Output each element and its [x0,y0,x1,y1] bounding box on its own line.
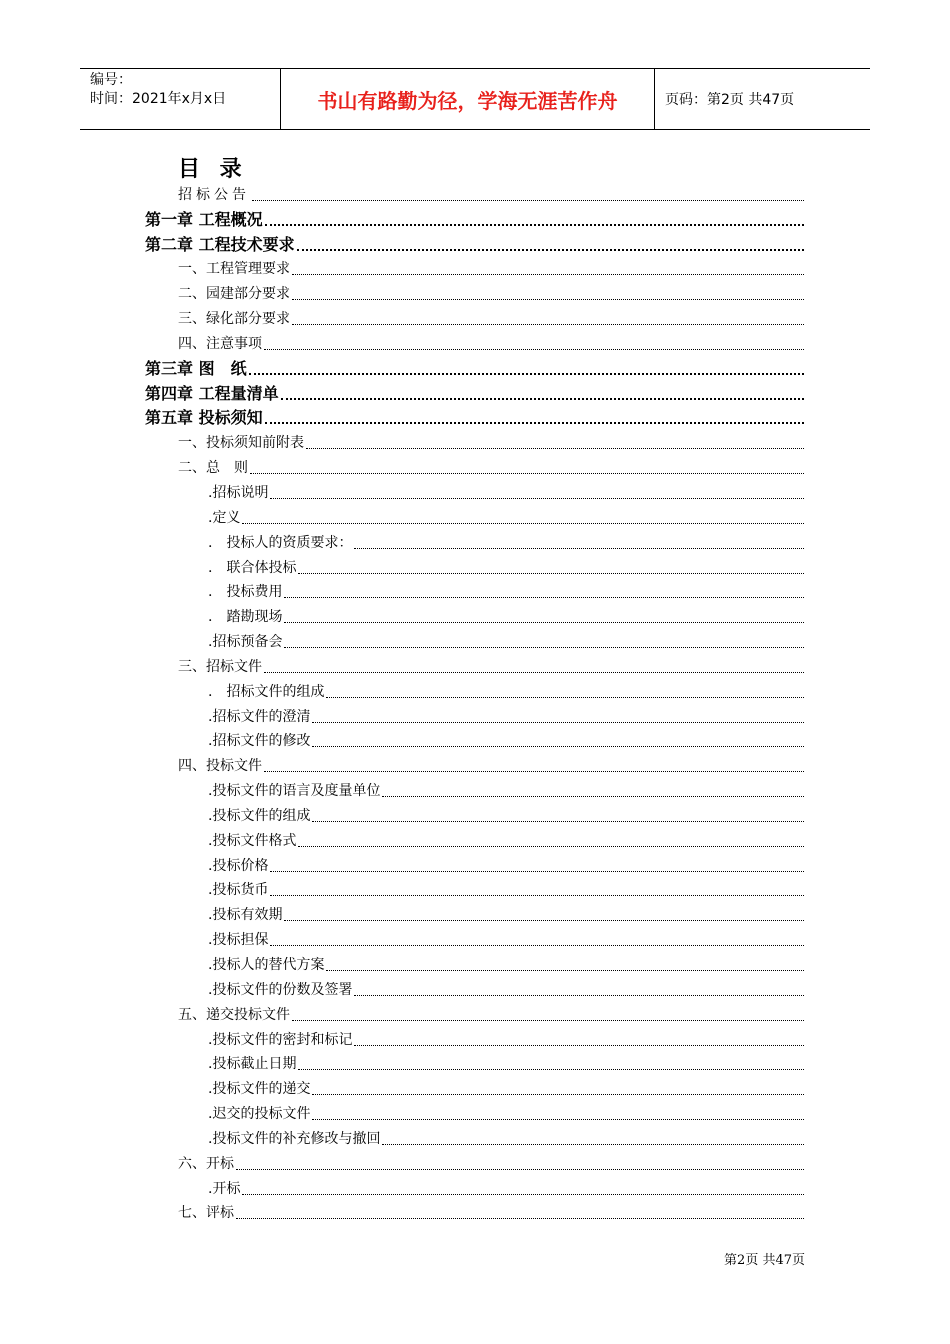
toc-entry[interactable] [208,901,804,926]
toc-entry[interactable] [178,454,804,479]
toc-dot-leader [354,995,804,996]
toc-dot-leader [242,523,804,524]
toc-entry[interactable] [208,603,804,628]
toc-entry[interactable] [208,579,804,604]
toc-entry-label: . 踏勘现场 [208,609,283,626]
toc-entry[interactable] [178,256,804,281]
toc-entry[interactable] [208,852,804,877]
toc-entry-label: .投标货币 [208,882,269,899]
toc-entry[interactable] [178,305,804,330]
toc-entry-label: 五、递交投标文件 [178,1006,290,1023]
toc-dot-leader [292,299,804,300]
toc-entry-label: . 投标费用 [208,584,283,601]
toc-entry[interactable] [208,1026,804,1051]
toc-dot-leader [242,1194,804,1195]
toc-entry[interactable] [208,1075,804,1100]
toc-entry[interactable] [178,1150,804,1175]
toc-chapter-entry[interactable] [145,206,804,231]
toc-entry-label: .招标文件的修改 [208,733,311,750]
toc-dot-leader [284,622,804,623]
toc-entry-label: 七、评标 [178,1205,234,1222]
toc-entry-label: .投标有效期 [208,907,283,924]
toc-dot-leader [292,274,804,275]
toc-entry-label: .招标预备会 [208,634,283,651]
toc-entry[interactable] [178,280,804,305]
toc-entry[interactable] [208,976,804,1001]
toc-entry-label: .投标文件格式 [208,832,297,849]
toc-dot-leader [252,200,804,201]
toc-dot-leader [250,473,804,474]
toc-entry-label: 四、投标文件 [178,758,262,775]
toc-dot-leader [265,224,804,226]
table-of-contents [0,181,950,1224]
toc-entry[interactable] [178,181,804,206]
header-page-number: 页码：第2页 共47页 [665,92,795,108]
toc-entry-label: .招标说明 [208,484,269,501]
toc-entry[interactable] [208,529,804,554]
toc-dot-leader [297,249,804,251]
page-footer: 第2页 共47页 [724,1253,805,1268]
toc-entry-label: 三、招标文件 [178,658,262,675]
toc-dot-leader [236,1218,804,1219]
toc-entry-label: 第四章 工程量清单 [145,383,279,403]
toc-title: 目 录 [178,157,248,182]
toc-dot-leader [312,746,804,747]
toc-dot-leader [312,722,804,723]
toc-entry-label: 二、园建部分要求 [178,286,290,303]
toc-entry-label: 六、开标 [178,1155,234,1172]
toc-dot-leader [354,548,804,549]
toc-dot-leader [284,597,804,598]
toc-dot-leader [298,1069,804,1070]
toc-entry[interactable] [208,703,804,728]
toc-dot-leader [270,945,804,946]
toc-entry-label: .投标担保 [208,932,269,949]
toc-entry-label: .招标文件的澄清 [208,708,311,725]
toc-entry[interactable] [208,504,804,529]
header-motto: 书山有路勤为径，学海无涯苦作舟 [280,69,655,129]
toc-chapter-entry[interactable] [145,405,804,430]
toc-entry[interactable] [208,777,804,802]
toc-dot-leader [284,920,804,921]
toc-dot-leader [298,573,804,574]
document-time-label: 时间：2021年x月x日 [90,91,227,107]
toc-entry[interactable] [208,1175,804,1200]
toc-entry[interactable] [178,1001,804,1026]
toc-entry[interactable] [178,429,804,454]
toc-entry-label: 招标公告 [178,186,250,203]
toc-entry-label: .投标文件的份数及签署 [208,981,353,998]
toc-entry-label: .投标截止日期 [208,1056,297,1073]
toc-dot-leader [306,448,804,449]
toc-dot-leader [292,324,804,325]
toc-entry-label: .迟交的投标文件 [208,1106,311,1123]
toc-dot-leader [382,1144,804,1145]
toc-entry[interactable] [208,554,804,579]
toc-entry[interactable] [208,1125,804,1150]
toc-entry-label: .定义 [208,509,241,526]
toc-dot-leader [326,697,804,698]
toc-entry[interactable] [178,330,804,355]
toc-entry-label: 一、工程管理要求 [178,261,290,278]
toc-entry[interactable] [208,628,804,653]
toc-dot-leader [281,398,804,400]
toc-entry-label: . 投标人的资质要求： [208,534,353,551]
toc-dot-leader [249,373,804,375]
toc-dot-leader [312,1119,804,1120]
toc-entry-label: 一、投标须知前附表 [178,435,304,452]
toc-entry-label: 第二章 工程技术要求 [145,234,295,254]
toc-dot-leader [270,871,804,872]
toc-dot-leader [284,647,804,648]
toc-entry-label: . 联合体投标 [208,559,297,576]
toc-dot-leader [292,1020,804,1021]
toc-entry-label: .投标文件的补充修改与撤回 [208,1130,381,1147]
page-header [80,68,870,130]
toc-dot-leader [312,1094,804,1095]
toc-entry-label: 第五章 投标须知 [145,408,263,428]
toc-entry-label: 四、注意事项 [178,335,262,352]
toc-dot-leader [265,422,804,424]
toc-entry[interactable] [208,678,804,703]
toc-entry-label: 第一章 工程概况 [145,209,263,229]
toc-dot-leader [326,970,804,971]
toc-dot-leader [264,349,804,350]
header-info [80,69,280,129]
toc-chapter-entry[interactable] [145,380,804,405]
toc-dot-leader [312,821,804,822]
toc-entry-label: .投标价格 [208,857,269,874]
toc-entry[interactable] [208,479,804,504]
toc-dot-leader [264,771,804,772]
toc-entry-label: .投标文件的语言及度量单位 [208,783,381,800]
toc-entry-label: .投标文件的递交 [208,1081,311,1098]
toc-entry-label: .投标人的替代方案 [208,957,325,973]
document-number-label: 编号： [90,72,132,88]
toc-entry-label: .开标 [208,1180,241,1197]
toc-entry[interactable] [208,728,804,753]
toc-entry[interactable] [208,1100,804,1125]
toc-entry[interactable] [208,926,804,951]
toc-dot-leader [236,1169,804,1170]
toc-entry-label: 第三章 图 纸 [145,358,247,378]
toc-dot-leader [264,672,804,673]
toc-entry[interactable] [178,1200,804,1225]
toc-dot-leader [270,498,804,499]
toc-entry[interactable] [208,827,804,852]
toc-entry[interactable] [208,951,804,976]
toc-dot-leader [270,895,804,896]
toc-entry-label: .投标文件的密封和标记 [208,1031,353,1048]
toc-chapter-entry[interactable] [145,231,804,256]
toc-dot-leader [298,846,804,847]
toc-entry[interactable] [208,802,804,827]
toc-entry-label: . 招标文件的组成 [208,683,325,700]
toc-dot-leader [354,1045,804,1046]
toc-dot-leader [382,796,804,797]
toc-entry-label: 二、总 则 [178,460,248,477]
toc-chapter-entry[interactable] [145,355,804,380]
toc-entry[interactable] [208,877,804,902]
toc-entry-label: .投标文件的组成 [208,807,311,824]
toc-entry-label: 三、绿化部分要求 [178,311,290,328]
toc-entry[interactable] [208,1051,804,1076]
toc-entry[interactable] [178,653,804,678]
toc-entry[interactable] [178,752,804,777]
